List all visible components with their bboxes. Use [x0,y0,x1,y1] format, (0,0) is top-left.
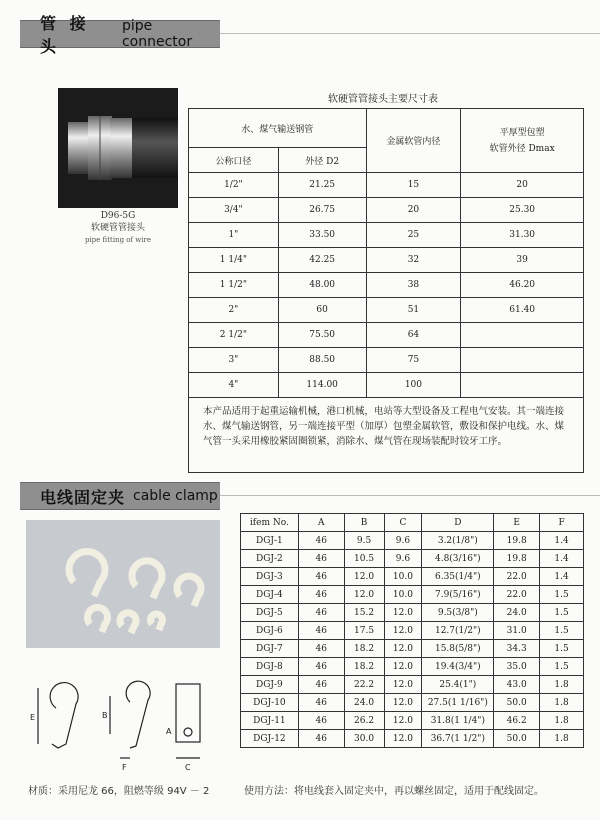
clamp-table-cell: 6.35(1/4") [422,568,494,586]
pipe-table-cell [461,323,584,348]
pipe-table-title: 软硬管管接头主要尺寸表 [328,94,438,105]
caption-model: D96-5G [100,211,136,221]
pipe-table-cell: 1 1/4" [189,248,279,273]
clamp-table-cell: 46 [298,622,344,640]
clamp-table-cell: 12.0 [384,676,422,694]
diagram-label-f: F [122,763,127,772]
pipe-table-cell: 33.50 [278,223,366,248]
clamp-table-cell: DGJ-4 [241,586,299,604]
pipe-table-cell: 4" [189,373,279,398]
clamp-table-cell: 1.5 [540,658,584,676]
clamp-header-cell: ifem No. [241,514,299,532]
pipe-table-cell: 60 [278,298,366,323]
pipe-table-cell: 39 [461,248,584,273]
clamp-header-cell: A [298,514,344,532]
clamp-table-cell: 15.8(5/8") [422,640,494,658]
pipe-table-cell: 31.30 [461,223,584,248]
clamp-table-cell: 46 [298,532,344,550]
clamp-table-cell: 9.5 [344,532,384,550]
pipe-table-cell: 25 [366,223,461,248]
pipe-table-cell [461,373,584,398]
clamp-table-cell: 19.4(3/4") [422,658,494,676]
clamp-title-cn: 电线固定夹 [40,487,126,507]
clamp-table-row [241,676,584,694]
clamp-table-cell: 31.0 [494,622,540,640]
pipe-table-row [189,223,584,248]
clamp-table-header [241,514,584,532]
pipe-table-row [189,248,584,273]
clamp-table-cell: 12.0 [344,586,384,604]
pipe-table-cell: 1 1/2" [189,273,279,298]
pipe-table-row [189,273,584,298]
clamp-table-cell: 27.5(1 1/16") [422,694,494,712]
cable-clamp-photo [26,520,220,648]
clamp-table-cell: 15.2 [344,604,384,622]
pipe-table-cell: 46.20 [461,273,584,298]
clamp-side-1 [50,683,78,748]
clamp-table-cell: 1.8 [540,712,584,730]
pipe-table-cell [461,348,584,373]
header-rule-2 [220,495,600,496]
pipe-table-cell: 64 [366,323,461,348]
pipe-table-cell: 88.50 [278,348,366,373]
usage-note: 使用方法：将电线套入固定夹中，再以螺丝固定，适用于配线固定。 [244,786,544,797]
clamp-table-cell: 1.5 [540,622,584,640]
pipe-table-cell: 1/2" [189,173,279,198]
pipe-table-cell: 75 [366,348,461,373]
pipe-title-en: pipe connector [121,18,193,50]
clamp-header-cell: F [540,514,584,532]
clamp-table-cell: 46 [298,694,344,712]
clamp-table-cell: 1.4 [540,550,584,568]
clamp-table-row [241,658,584,676]
clamp-table-cell: 10.0 [384,568,422,586]
clamp-table-cell: 46 [298,640,344,658]
clamp-table-cell: 9.5(3/8") [422,604,494,622]
clamp-table-cell: 26.2 [344,712,384,730]
clamp-table-cell: 12.7(1/2") [422,622,494,640]
clamp-table-cell: 35.0 [494,658,540,676]
header-rule [220,33,600,34]
clamp-table-cell: 10.5 [344,550,384,568]
clamp-table-cell: 46 [298,550,344,568]
pipe-table-cell: 38 [366,273,461,298]
pipe-table-cell: 75.50 [278,323,366,348]
pipe-table-cell: 20 [461,173,584,198]
head-outer-line2: 软管外径 Dmax [489,143,555,154]
pipe-table-cell: 26.75 [278,198,366,223]
clamp-table-cell: 24.0 [344,694,384,712]
head-outer-diameter [461,109,584,173]
clamp-table-cell: 12.0 [384,622,422,640]
clamp-table-cell: 46 [298,658,344,676]
clamp-table-cell: 17.5 [344,622,384,640]
clamp-front [176,684,200,742]
clamp-table-cell: 18.2 [344,640,384,658]
clamp-title-en: cable clamp [133,488,218,504]
clamp-table-cell: 1.5 [540,640,584,658]
clamp-table-cell: 50.0 [494,730,540,748]
pipe-table-row [189,173,584,198]
clamp-table-cell: 12.0 [384,640,422,658]
pipe-table-cell: 3/4" [189,198,279,223]
pipe-table-row [189,298,584,323]
clamp-table-row [241,730,584,748]
clamp-table-cell: 1.8 [540,694,584,712]
head-nominal: 公称口径 [189,148,279,173]
pipe-table-row [189,323,584,348]
clamp-table-cell: 50.0 [494,694,540,712]
clamp-table-cell: 12.0 [384,604,422,622]
clamp-table-cell: 18.2 [344,658,384,676]
clamp-table-cell: 46 [298,604,344,622]
clamp-table-cell: 46 [298,586,344,604]
clamp-table-row [241,622,584,640]
pipe-title-cn: 管 接 头 [40,14,90,56]
clamp-table-cell: 25.4(1") [422,676,494,694]
diagram-label-b: B [102,711,108,720]
cable-clamp-header [20,482,220,510]
clamp-table-cell: 22.0 [494,568,540,586]
clamp-table-cell: DGJ-12 [241,730,299,748]
clamp-table-row [241,640,584,658]
clamp-side-2 [126,681,150,748]
pipe-table-cell: 3" [189,348,279,373]
diagram-label-c: C [185,763,191,772]
clamp-table-cell: 1.5 [540,586,584,604]
pipe-table-cell: 15 [366,173,461,198]
clamp-table-cell: 10.0 [384,586,422,604]
pipe-table-cell: 2" [189,298,279,323]
clamp-table-cell: DGJ-10 [241,694,299,712]
clamp-diagram [26,678,226,778]
clamp-table-cell: 46 [298,676,344,694]
clamp-table-cell: 34.3 [494,640,540,658]
clamp-header-cell: D [422,514,494,532]
pipe-table-row [189,348,584,373]
clamp-table-row [241,712,584,730]
clamp-table-cell: 46 [298,712,344,730]
pipe-table-cell: 61.40 [461,298,584,323]
clamp-table-cell: 43.0 [494,676,540,694]
diagram-label-e: E [30,713,36,722]
clamp-table-row [241,694,584,712]
pipe-table-cell: 1" [189,223,279,248]
pipe-table-cell: 42.25 [278,248,366,273]
pipe-connector-header [20,14,220,56]
pipe-table-cell: 2 1/2" [189,323,279,348]
clamp-table-cell: DGJ-2 [241,550,299,568]
clamp-table-cell: 1.8 [540,730,584,748]
clamp-table-cell: DGJ-6 [241,622,299,640]
clamp-table-cell: DGJ-3 [241,568,299,586]
clamp-table-cell: 12.0 [384,712,422,730]
clamp-header-cell: E [494,514,540,532]
clamp-table-cell: 46.2 [494,712,540,730]
clamp-table-cell: 12.0 [384,730,422,748]
clamp-table-cell: 22.0 [494,586,540,604]
clamp-table-cell: 24.0 [494,604,540,622]
clamp-table-cell: 1.8 [540,676,584,694]
pipe-table-cell: 21.25 [278,173,366,198]
clamp-table-row [241,604,584,622]
clamp-table-cell: 12.0 [344,568,384,586]
material-note: 材质：采用尼龙 66，阻燃等级 94V － 2 [28,786,210,797]
clamp-table-row [241,568,584,586]
clamp-table-row [241,550,584,568]
pipe-table-row [189,198,584,223]
clamp-table-cell: DGJ-5 [241,604,299,622]
clamp-table-cell: DGJ-7 [241,640,299,658]
clamp-table-cell: 1.4 [540,532,584,550]
clamp-table-cell: 46 [298,730,344,748]
clamp-table-row [241,586,584,604]
clamp-header-cell: C [384,514,422,532]
pipe-table-cell: 114.00 [278,373,366,398]
pipe-table-cell: 20 [366,198,461,223]
pipe-table-cell: 25.30 [461,198,584,223]
pipe-description: 本产品适用于起重运输机械，港口机械，电站等大型设备及工程电气安装。其一端连接水、煤气输送钢管，另一端连接平型（加厚）包塑金属软管，敷设和保护电线。水、煤气管一头采用橡胶紧固圈锁紧，消除水、煤气管在现场装配时铰牙工序。 [189,398,584,473]
clamp-table-cell: 9.6 [384,532,422,550]
clamp-table-cell: 19.8 [494,550,540,568]
clamp-table-cell: 46 [298,568,344,586]
clamp-table-cell: 9.6 [384,550,422,568]
clamp-table-row [241,532,584,550]
pipe-caption [58,210,178,246]
head-outer-line1: 平厚型包塑 [499,127,545,138]
clamp-table-cell: 12.0 [384,658,422,676]
clamp-table-cell: DGJ-9 [241,676,299,694]
clamp-table-cell: 3.2(1/8") [422,532,494,550]
clamp-hole [184,728,192,736]
clamp-table-cell: 7.9(5/16") [422,586,494,604]
pipe-table-cell: 100 [366,373,461,398]
clamp-table-cell: DGJ-8 [241,658,299,676]
clamp-table-cell: 22.2 [344,676,384,694]
clamp-table-cell: 1.5 [540,604,584,622]
clamp-table-cell: DGJ-11 [241,712,299,730]
clamp-table-cell: 1.4 [540,568,584,586]
diagram-label-a: A [166,727,172,736]
clamp-table-cell: DGJ-1 [241,532,299,550]
caption-en: pipe fitting of wire [84,236,152,244]
clamp-table-cell: 36.7(1 1/2") [422,730,494,748]
head-steel-pipe: 水、煤气输送钢管 [189,109,367,148]
pipe-fitting-photo [58,88,178,208]
pipe-table-cell: 48.00 [278,273,366,298]
pipe-table-cell: 32 [366,248,461,273]
clamp-size-table [240,513,584,748]
clamp-table-cell: 12.0 [384,694,422,712]
pipe-table-cell: 51 [366,298,461,323]
head-d2: 外径 D2 [278,148,366,173]
caption-cn: 软硬管管接头 [90,223,145,233]
clamp-table-cell: 30.0 [344,730,384,748]
clamp-header-cell: B [344,514,384,532]
pipe-size-table [188,108,584,473]
pipe-table-row [189,373,584,398]
clamp-table-cell: 4.8(3/16") [422,550,494,568]
clamp-table-cell: 31.8(1 1/4") [422,712,494,730]
head-inner-diameter: 金属软管内径 [366,109,461,173]
clamp-table-cell: 19.8 [494,532,540,550]
